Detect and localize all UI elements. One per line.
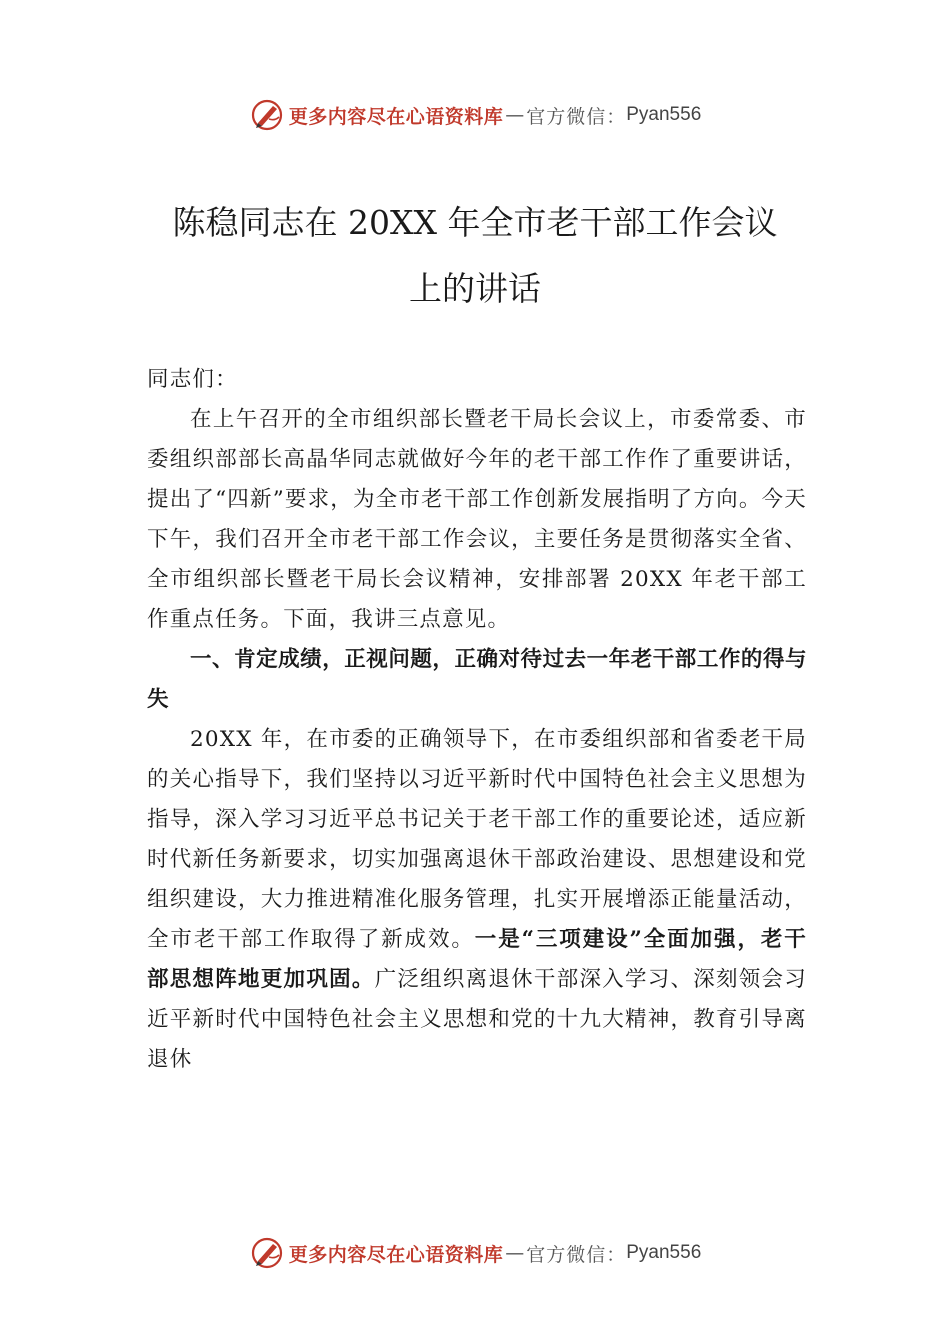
salutation: 同志们： [147,367,238,392]
watermark-banner-top [0,95,950,135]
title-line-2: 上的讲话 [409,269,541,308]
watermark-wechat-id: Pyan556 [626,104,702,125]
paragraph-intro: 在上午召开的全市组织部长暨老干局长会议上，市委常委、市委组织部部长高晶华同志就做好今年的老干部工作作了重要讲话，提出了“四新”要求，为全市老干部工作创新发展指明了方向。今天下午，我们召开全市老干部工作会议，主要任务是贯彻落实全省、全市组织部长暨老干局长会议精神，安排部署 20XX 年老干部工作重点任务。下面，我讲三点意见。 [147,407,807,632]
watermark-label: 官方微信： [526,1243,627,1266]
watermark-dash: — [505,104,525,126]
pen-circle-icon [249,97,285,133]
section-heading-1: 一、肯定成绩，正视问题，正确对待过去一年老干部工作的得与失 [147,647,807,712]
paragraph-achievements-tail: 广泛组织离退休干部深入学习、深刻领会习近平新时代中国特色社会主义思想和党的十九大精神，教育引导离退休 [147,967,807,1072]
title-line-1: 陈稳同志在 20XX 年全市老干部工作会议 [172,203,778,242]
watermark-banner-bottom [0,1233,950,1273]
point-one-bold: 一是“三项建设”全面加强，老干部思想阵地更加巩固。 [147,927,807,992]
paragraph-achievements [147,720,807,1080]
watermark-text: 更多内容尽在心语资料库 [288,1243,504,1266]
document-body [147,360,807,1080]
pen-circle-icon [249,1235,285,1271]
watermark-label: 官方微信： [526,105,627,128]
watermark-text: 更多内容尽在心语资料库 [288,105,504,128]
document-title [140,190,810,322]
watermark-dash: — [505,1242,525,1264]
paragraph-achievements-text: 20XX 年，在市委的正确领导下，在市委组织部和省委老干局的关心指导下，我们坚持以习近平新时代中国特色社会主义思想为指导，深入学习习近平总书记关于老干部工作的重要论述，适应新时代新任务新要求，切实加强离退休干部政治建设、思想建设和党组织建设，大力推进精准化服务管理，扎实开展增添正能量活动，全市老干部工作取得了新成效。 [147,727,807,952]
watermark-wechat-id: Pyan556 [626,1242,702,1263]
